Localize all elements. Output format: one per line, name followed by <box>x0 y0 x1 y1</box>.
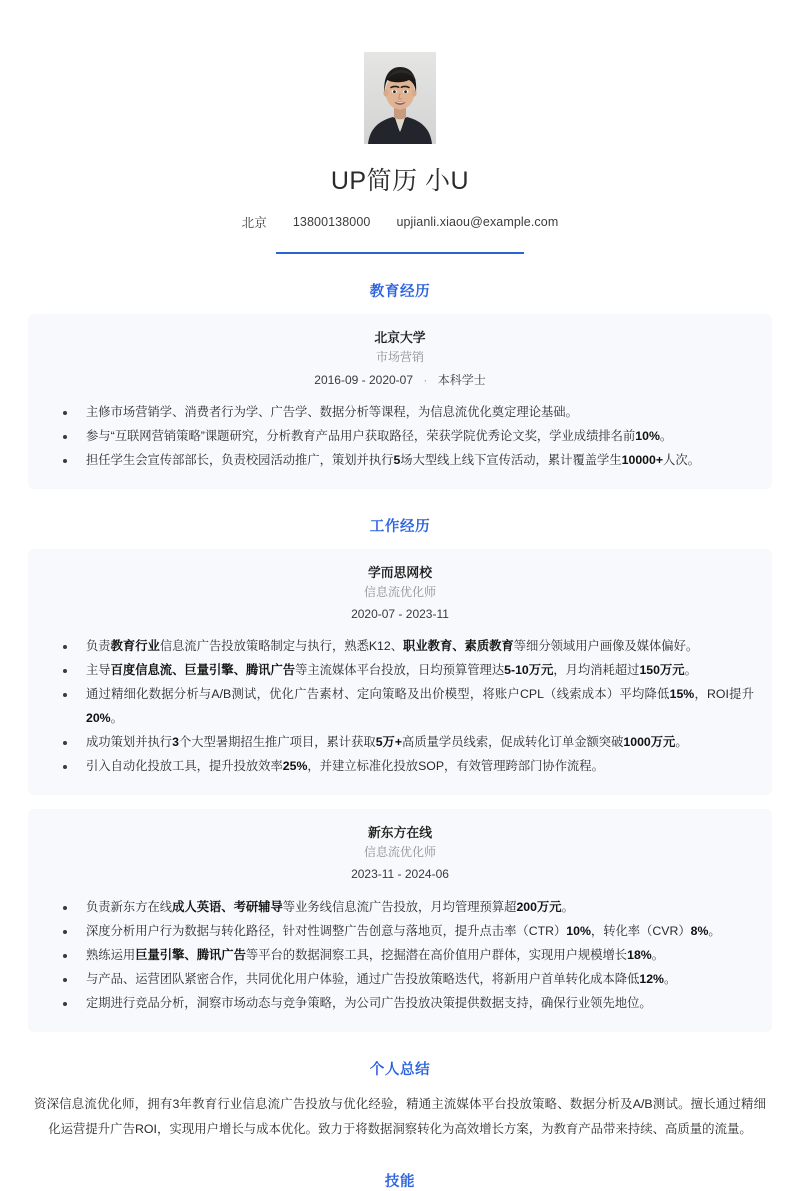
section-work <box>28 515 772 1032</box>
bullet-text: 担任学生会宣传部部长，负责校园活动推广，策划并执行 <box>86 452 394 467</box>
work-bullet-list <box>46 896 754 1016</box>
bullet-text: 负责 <box>86 639 111 654</box>
bullet-text: 等业务线信息流广告投放，月均管理预算超 <box>282 899 517 914</box>
list-item <box>46 896 754 920</box>
list-item <box>46 425 754 449</box>
bullet-highlight: 15% <box>669 687 695 702</box>
contact-location: 北京 <box>241 216 267 231</box>
bullet-text: 熟练运用 <box>86 947 136 962</box>
bullet-highlight: 巨量引擎、腾讯广告 <box>135 947 246 962</box>
bullet-text: 高质量学员线索，促成转化订单金额突破 <box>402 735 624 750</box>
education-card <box>28 314 772 488</box>
bullet-highlight: 10% <box>635 428 660 443</box>
bullet-highlight: 5万+ <box>375 735 403 750</box>
bullet-highlight: 18% <box>627 947 652 962</box>
degree-label: 本科学士 <box>437 372 486 387</box>
bullet-highlight: 职业教育、素质教育 <box>403 639 514 654</box>
bullet-text: ，转化率（CVR） <box>590 923 691 938</box>
work-card <box>28 549 772 795</box>
list-item <box>46 401 754 425</box>
bullet-text: 。 <box>664 971 677 986</box>
bullet-text: 主修市场营销学、消费者行为学、广告学、数据分析等课程，为信息流优化奠定理论基础。 <box>86 404 578 419</box>
bullet-highlight: 教育行业 <box>110 639 160 654</box>
bullet-highlight: 150万元 <box>639 663 685 678</box>
list-item <box>46 659 754 683</box>
list-item <box>46 683 754 731</box>
contact-email: upjianli.xiaou@example.com <box>396 215 559 230</box>
job-title: 信息流优化师 <box>363 845 436 860</box>
education-entry-head <box>46 328 754 390</box>
bullet-text: 成功策划并执行 <box>86 735 173 750</box>
bullet-text: 。 <box>110 711 123 726</box>
bullet-highlight: 3 <box>172 735 179 750</box>
bullet-text: 。 <box>561 899 574 914</box>
bullet-highlight: 5 <box>393 452 401 467</box>
bullet-text: 参与“互联网营销策略”课题研究，分析教育产品用户获取路径，荣获学院优秀论文奖，学业成绩排名前 <box>86 428 636 443</box>
list-item <box>46 968 754 992</box>
bullet-text: 等细分领域用户画像及媒体偏好。 <box>513 639 699 654</box>
bullet-highlight: 12% <box>639 971 664 986</box>
bullet-text: 。 <box>651 947 665 962</box>
bullet-highlight: 10% <box>566 923 591 938</box>
bullet-text: 个大型暑期招生推广项目，累计获取 <box>178 735 376 750</box>
list-item <box>46 635 754 659</box>
bullet-text: 定期进行竞品分析，洞察市场动态与竞争策略，为公司广告投放决策提供数据支持，确保行业领先地位。 <box>86 995 652 1010</box>
bullet-text: 人次。 <box>663 452 700 467</box>
section-title-work: 工作经历 <box>369 518 431 535</box>
work-entry-head <box>46 563 754 625</box>
bullet-highlight: 200万元 <box>516 899 562 914</box>
job-title: 信息流优化师 <box>363 584 436 599</box>
bullet-text: 信息流广告投放策略制定与执行，熟悉K12、 <box>159 639 404 654</box>
bullet-text: 与产品、运营团队紧密合作，共同优化用户体验，通过广告投放策略迭代，将新用户首单转化成本降低 <box>86 971 640 986</box>
bullet-text: ，ROI提升 <box>694 687 754 702</box>
bullet-text: 负责新东方在线 <box>86 899 173 914</box>
bullet-text: ，月均消耗超过 <box>553 663 640 678</box>
bullet-text: 。 <box>659 428 673 443</box>
school-name: 北京大学 <box>374 330 426 346</box>
bullet-text: 。 <box>675 735 688 750</box>
contact-phone: 13800138000 <box>292 215 371 230</box>
education-date-range: 2016-09 - 2020-07 <box>314 372 414 387</box>
list-item <box>46 920 754 944</box>
resume-header <box>28 0 772 254</box>
work-date-range: 2023-11 - 2024-06 <box>351 867 449 882</box>
education-meta <box>46 371 754 390</box>
contact-info <box>28 213 772 231</box>
bullet-highlight: 10000+ <box>621 452 664 467</box>
section-summary <box>28 1058 772 1143</box>
list-item <box>46 992 754 1016</box>
list-item <box>46 449 754 473</box>
bullet-highlight: 25% <box>282 759 308 774</box>
work-date-range: 2020-07 - 2023-11 <box>351 607 449 622</box>
list-item <box>46 755 754 779</box>
list-item <box>46 731 754 755</box>
bullet-text: 通过精细化数据分析与A/B测试，优化广告素材、定向策略及出价模型，将账户CPL（线索成本）平均降低 <box>86 687 670 702</box>
bullet-highlight: 5-10万元 <box>504 663 554 678</box>
major-name: 市场营销 <box>375 350 424 365</box>
work-bullet-list <box>46 635 754 779</box>
bullet-text: 场大型线上线下宣传活动，累计覆盖学生 <box>400 452 622 467</box>
bullet-highlight: 1000万元 <box>623 735 676 750</box>
work-entry-head <box>46 823 754 885</box>
section-title-skills-partial: 技能 <box>384 1174 416 1191</box>
page-title: UP简历 小U <box>330 167 470 195</box>
bullet-text: 主导 <box>86 663 111 678</box>
section-education <box>28 280 772 488</box>
list-item <box>46 944 754 968</box>
work-card <box>28 809 772 1031</box>
bullet-text: 等主流媒体平台投放，日均预算管理达 <box>295 663 505 678</box>
company-name: 学而思网校 <box>368 564 432 580</box>
education-bullet-list <box>46 401 754 473</box>
avatar-wrapper <box>28 52 772 144</box>
portrait-photo-icon <box>364 52 436 144</box>
section-title-summary: 个人总结 <box>369 1061 431 1078</box>
meta-separator: · <box>423 372 428 387</box>
bullet-text: ，并建立标准化投放SOP，有效管理跨部门协作流程。 <box>307 759 604 774</box>
company-name: 新东方在线 <box>368 825 432 841</box>
bullet-text: 。 <box>684 663 697 678</box>
bullet-text: 深度分析用户行为数据与转化路径，针对性调整广告创意与落地页，提升点击率（CTR） <box>86 923 567 938</box>
bullet-highlight: 8% <box>690 923 709 938</box>
bullet-text: 引入自动化投放工具，提升投放效率 <box>86 759 283 774</box>
bullet-highlight: 成人英语、考研辅导 <box>172 899 283 914</box>
work-card-list <box>28 549 772 1032</box>
avatar <box>364 52 436 144</box>
section-title-education: 教育经历 <box>369 284 431 301</box>
bullet-highlight: 百度信息流、巨量引擎、腾讯广告 <box>110 663 296 678</box>
summary-text: 资深信息流优化师，拥有3年教育行业信息流广告投放与优化经验，精通主流媒体平台投放策略、数据分析及A/B测试。擅长通过精细化运营提升广告ROI，实现用户增长与成本优化。致力于将数据洞察转化为高效增长方案，为教育产品带来持续、高质量的流量。 <box>34 1096 766 1136</box>
header-divider <box>276 252 524 254</box>
bullet-text: 等平台的数据洞察工具，挖掘潜在高价值用户群体，实现用户规模增长 <box>245 947 628 962</box>
bullet-highlight: 20% <box>86 711 111 726</box>
bullet-text: 。 <box>708 923 721 938</box>
